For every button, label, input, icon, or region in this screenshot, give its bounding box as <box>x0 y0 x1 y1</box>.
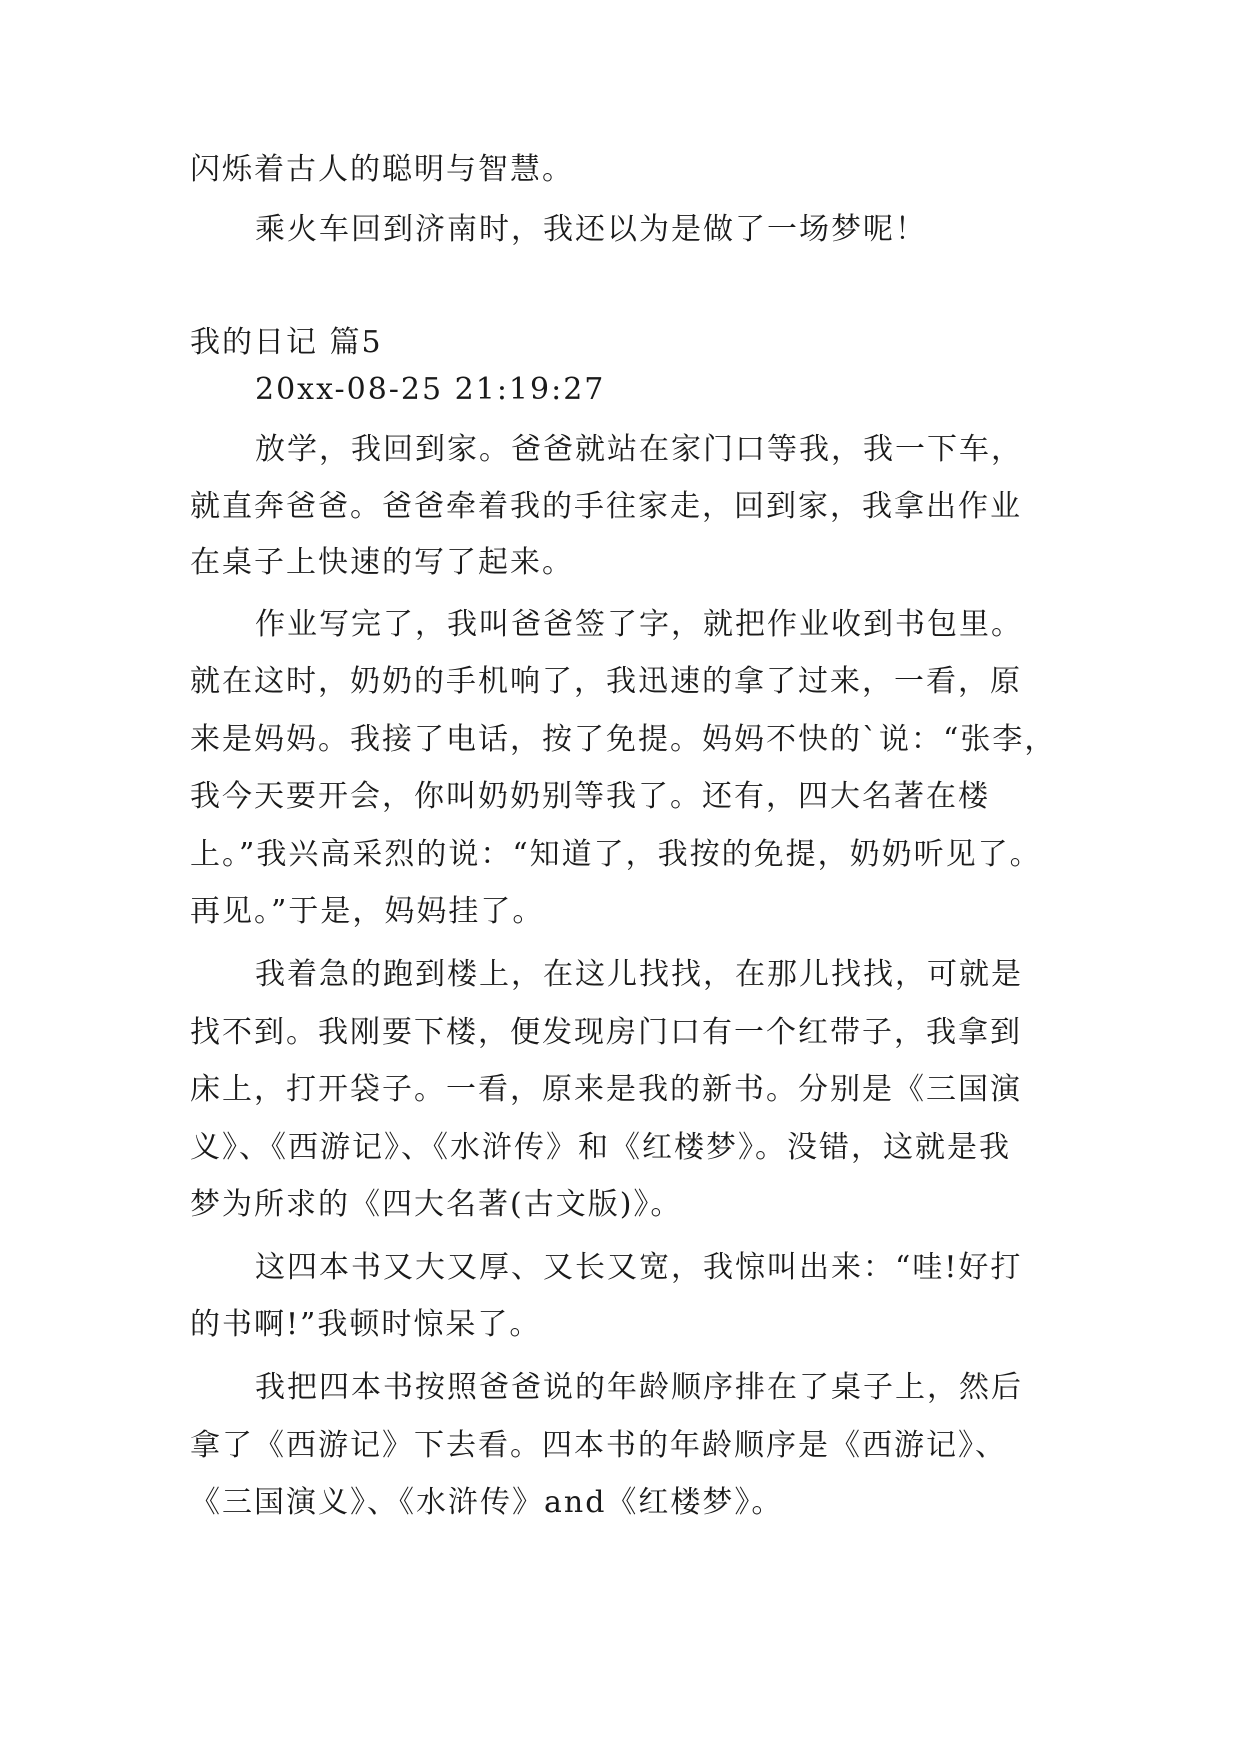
text-line: 床上，打开袋子。一看，原来是我的新书。分别是《三国演 <box>190 1072 1022 1107</box>
text-line: 梦为所求的《四大名著(古文版)》。 <box>190 1187 683 1222</box>
text-line: 找不到。我刚要下楼，便发现房门口有一个红带子，我拿到 <box>190 1015 1022 1050</box>
text-line: 闪烁着古人的聪明与智慧。 <box>190 152 574 187</box>
text-line: 放学，我回到家。爸爸就站在家门口等我，我一下车， <box>255 432 1023 467</box>
text-line: 拿了《西游记》下去看。四本书的年龄顺序是《西游记》、 <box>190 1428 1007 1463</box>
text-line: 我把四本书按照爸爸说的年龄顺序排在了桌子上，然后 <box>255 1370 1023 1405</box>
text-line: 我今天要开会，你叫奶奶别等我了。还有，四大名著在楼 <box>190 779 990 814</box>
text-line: 作业写完了，我叫爸爸签了字，就把作业收到书包里。 <box>255 607 1023 642</box>
text-line: 乘火车回到济南时，我还以为是做了一场梦呢！ <box>255 212 927 247</box>
text-line: 这四本书又大又厚、又长又宽，我惊叫出来：“哇!好打 <box>255 1250 1023 1285</box>
text-line: 在桌子上快速的写了起来。 <box>190 545 574 580</box>
timestamp: 20xx-08-25 21:19:27 <box>255 372 606 407</box>
text-line: 我着急的跑到楼上，在这儿找找，在那儿找找，可就是 <box>255 957 1023 992</box>
text-line: 上。”我兴高采烈的说：“知道了，我按的免提，奶奶听见了。 <box>190 837 1042 872</box>
text-line: 再见。”于是，妈妈挂了。 <box>190 894 545 929</box>
text-line: 就在这时，奶奶的手机响了，我迅速的拿了过来，一看，原 <box>190 664 1022 699</box>
text-line: 的书啊!”我顿时惊呆了。 <box>190 1307 542 1342</box>
text-line: 《三国演义》、《水浒传》and《红楼梦》。 <box>190 1485 784 1520</box>
text-line: 来是妈妈。我接了电话，按了免提。妈妈不快的`说：“张李， <box>190 722 1057 757</box>
text-line: 就直奔爸爸。爸爸牵着我的手往家走，回到家，我拿出作业 <box>190 489 1022 524</box>
text-line: 义》、《西游记》、《水浒传》和《红楼梦》。没错，这就是我 <box>190 1130 1011 1165</box>
section-heading: 我的日记 篇5 <box>190 325 383 360</box>
